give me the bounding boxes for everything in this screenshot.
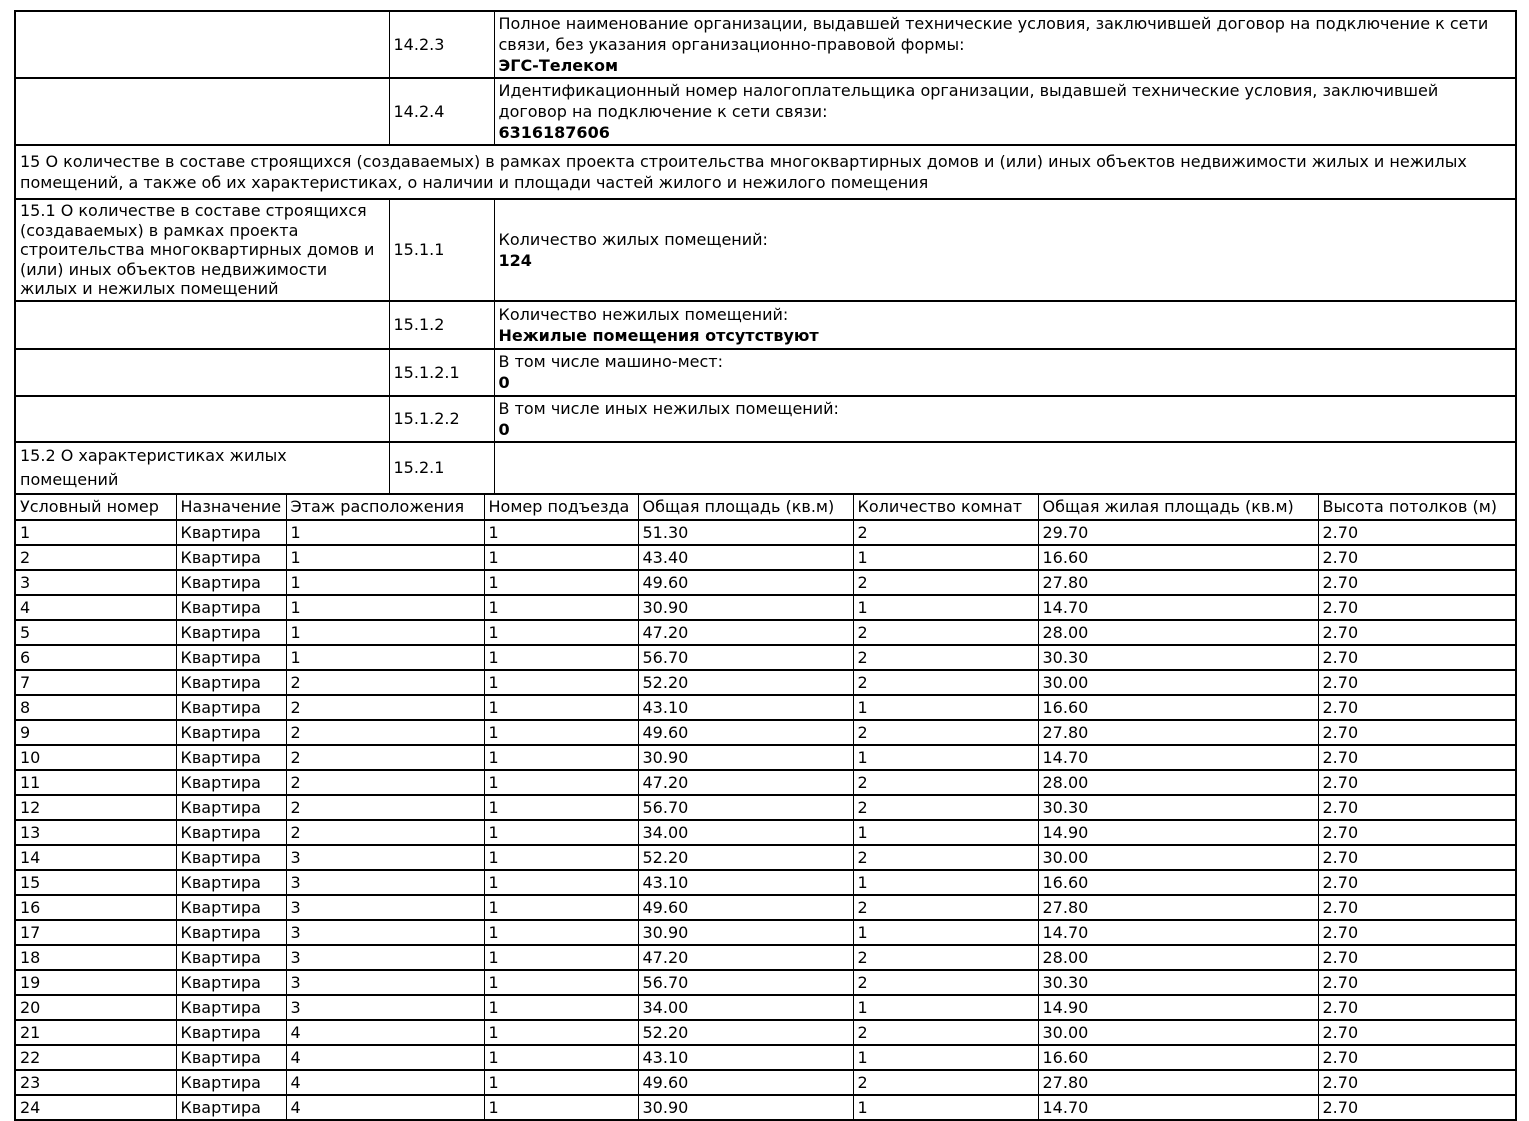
apartment-cell: 24 (15, 1095, 176, 1120)
apartment-cell: 49.60 (638, 570, 853, 595)
column-header: Высота потолков (м) (1318, 494, 1516, 520)
apartment-cell: 52.20 (638, 845, 853, 870)
apartment-cell: 2 (853, 970, 1038, 995)
apartment-cell: 2.70 (1318, 870, 1516, 895)
empty-cell (15, 396, 389, 442)
apartment-row (15, 520, 1516, 545)
apartment-cell: Квартира (176, 795, 286, 820)
apartment-row (15, 795, 1516, 820)
apartment-row (15, 920, 1516, 945)
apartment-cell: 43.10 (638, 870, 853, 895)
apartment-cell: 1 (484, 545, 638, 570)
apartment-cell: 1 (484, 1020, 638, 1045)
apartment-cell: 1 (484, 970, 638, 995)
column-header: Условный номер (15, 494, 176, 520)
apartment-cell: Квартира (176, 920, 286, 945)
apartment-cell: 3 (286, 845, 484, 870)
apartment-cell: 2 (286, 695, 484, 720)
apartment-row (15, 670, 1516, 695)
apartment-cell: 2 (286, 720, 484, 745)
clause-content (494, 199, 1516, 301)
field-label: В том числе машино-мест: (498, 352, 723, 371)
apartment-cell: 16 (15, 895, 176, 920)
apartment-row (15, 545, 1516, 570)
apartment-cell: Квартира (176, 670, 286, 695)
apartment-row (15, 745, 1516, 770)
column-header: Номер подъезда (484, 494, 638, 520)
apartment-cell: Квартира (176, 720, 286, 745)
apartment-cell: 2.70 (1318, 845, 1516, 870)
apartment-cell: 14 (15, 845, 176, 870)
apartment-cell: 8 (15, 695, 176, 720)
apartment-cell: Квартира (176, 770, 286, 795)
apartment-cell: 1 (853, 820, 1038, 845)
apartment-cell: 2.70 (1318, 1095, 1516, 1120)
apartment-cell: 56.70 (638, 795, 853, 820)
apartment-cell: Квартира (176, 970, 286, 995)
empty-cell (15, 78, 389, 145)
apartment-cell: 30.90 (638, 595, 853, 620)
apartment-cell: 34.00 (638, 995, 853, 1020)
apartment-cell: 2.70 (1318, 570, 1516, 595)
apartment-cell: 30.00 (1038, 1020, 1318, 1045)
apartment-cell: Квартира (176, 945, 286, 970)
apartment-cell: 27.80 (1038, 570, 1318, 595)
apartments-body (15, 520, 1516, 1120)
apartment-cell: Квартира (176, 870, 286, 895)
apartment-cell: 28.00 (1038, 770, 1318, 795)
row-15-1 (15, 199, 1516, 301)
apartment-cell: Квартира (176, 745, 286, 770)
apartment-cell: 30.30 (1038, 795, 1318, 820)
apartment-row (15, 820, 1516, 845)
apartment-cell: 16.60 (1038, 545, 1318, 570)
apartment-row (15, 570, 1516, 595)
apartment-cell: 2.70 (1318, 795, 1516, 820)
apartment-cell: 1 (853, 995, 1038, 1020)
apartment-cell: 47.20 (638, 620, 853, 645)
field-value: 0 (498, 419, 510, 439)
row-15-1-2 (15, 301, 1516, 349)
empty-cell (15, 349, 389, 396)
apartment-cell: 2 (853, 895, 1038, 920)
apartment-cell: 30.90 (638, 920, 853, 945)
apartment-cell: 1 (15, 520, 176, 545)
apartment-cell: 4 (286, 1020, 484, 1045)
apartment-cell: 22 (15, 1045, 176, 1070)
column-header: Назначение (176, 494, 286, 520)
apartment-cell: 30.00 (1038, 670, 1318, 695)
project-declaration-document (14, 10, 1515, 1121)
apartment-row (15, 870, 1516, 895)
apartment-cell: 2 (15, 545, 176, 570)
apartment-cell: 1 (286, 570, 484, 595)
apartment-cell: 28.00 (1038, 945, 1318, 970)
clause-number: 15.2.1 (389, 442, 494, 494)
apartment-cell: 2.70 (1318, 720, 1516, 745)
field-label: Идентификационный номер налогоплательщика организации, выдавшей технические условия, заключившей договор на подключение к сети связи: (498, 81, 1439, 121)
apartment-cell: 2.70 (1318, 595, 1516, 620)
apartment-cell: 1 (484, 1095, 638, 1120)
apartment-cell: 2 (853, 1020, 1038, 1045)
apartment-row (15, 895, 1516, 920)
apartment-cell: Квартира (176, 595, 286, 620)
apartment-cell: Квартира (176, 895, 286, 920)
apartment-cell: 1 (484, 945, 638, 970)
apartment-cell: 56.70 (638, 645, 853, 670)
apartment-cell: 1 (484, 520, 638, 545)
apartment-cell: 17 (15, 920, 176, 945)
field-value: 124 (498, 250, 532, 270)
apartment-cell: 3 (286, 995, 484, 1020)
apartment-cell: 1 (286, 645, 484, 670)
apartment-row (15, 1070, 1516, 1095)
apartment-cell: 4 (286, 1045, 484, 1070)
apartment-cell: 1 (484, 720, 638, 745)
row-section-15 (15, 145, 1516, 199)
clause-content (494, 11, 1516, 78)
column-header: Этаж расположения (286, 494, 484, 520)
apartment-cell: Квартира (176, 1070, 286, 1095)
column-header: Общая площадь (кв.м) (638, 494, 853, 520)
apartment-cell: 11 (15, 770, 176, 795)
apartment-cell: 1 (853, 1095, 1038, 1120)
apartment-cell: 3 (15, 570, 176, 595)
apartment-cell: Квартира (176, 820, 286, 845)
apartment-cell: 3 (286, 970, 484, 995)
apartment-cell: 2.70 (1318, 920, 1516, 945)
apartment-cell: 30.90 (638, 745, 853, 770)
apartment-cell: 1 (484, 870, 638, 895)
field-label: В том числе иных нежилых помещений: (498, 398, 839, 418)
apartment-cell: 23 (15, 1070, 176, 1095)
apartment-cell: 2.70 (1318, 995, 1516, 1020)
apartment-cell: 2.70 (1318, 895, 1516, 920)
apartment-cell: 2 (853, 770, 1038, 795)
apartment-cell: 2.70 (1318, 620, 1516, 645)
apartment-cell: 43.40 (638, 545, 853, 570)
apartment-cell: 9 (15, 720, 176, 745)
apartment-row (15, 595, 1516, 620)
apartment-cell: 18 (15, 945, 176, 970)
apartment-cell: 1 (484, 645, 638, 670)
apartment-cell: 30.30 (1038, 645, 1318, 670)
apartment-cell: 15 (15, 870, 176, 895)
apartment-cell: 2.70 (1318, 770, 1516, 795)
apartment-cell: 16.60 (1038, 870, 1318, 895)
section-label: 15.1 О количестве в составе строящихся (создаваемых) в рамках проекта строительства многоквартирных домов и (или) иных объектов недвижимости жилых и нежилых помещений (15, 199, 389, 301)
apartment-cell: 2 (853, 645, 1038, 670)
apartment-cell: 1 (484, 595, 638, 620)
apartment-cell: 1 (484, 845, 638, 870)
apartment-cell: 49.60 (638, 720, 853, 745)
apartment-cell: 27.80 (1038, 1070, 1318, 1095)
empty-cell (494, 442, 1516, 494)
apartment-cell: 2.70 (1318, 645, 1516, 670)
apartment-cell: 4 (15, 595, 176, 620)
apartment-cell: 2.70 (1318, 520, 1516, 545)
apartment-cell: Квартира (176, 845, 286, 870)
apartment-cell: 56.70 (638, 970, 853, 995)
declaration-info-table (14, 10, 1517, 495)
apartment-cell: Квартира (176, 1095, 286, 1120)
apartment-cell: 1 (286, 620, 484, 645)
apartment-cell: 2 (853, 570, 1038, 595)
clause-number: 15.1.1 (389, 199, 494, 301)
row-14-2-4 (15, 78, 1516, 145)
apartment-cell: Квартира (176, 570, 286, 595)
apartment-cell: 16.60 (1038, 695, 1318, 720)
apartment-cell: 21 (15, 1020, 176, 1045)
apartment-cell: 2 (286, 670, 484, 695)
apartments-header-row (15, 494, 1516, 520)
apartment-cell: 34.00 (638, 820, 853, 845)
apartment-cell: 1 (286, 520, 484, 545)
apartment-cell: 3 (286, 945, 484, 970)
apartment-cell: 2 (853, 670, 1038, 695)
apartment-cell: 1 (484, 570, 638, 595)
apartment-cell: 2 (286, 820, 484, 845)
apartment-cell: 1 (853, 745, 1038, 770)
apartment-cell: 16.60 (1038, 1045, 1318, 1070)
apartment-row (15, 995, 1516, 1020)
apartment-cell: 52.20 (638, 1020, 853, 1045)
apartment-row (15, 970, 1516, 995)
apartment-cell: 14.70 (1038, 745, 1318, 770)
column-header: Количество комнат (853, 494, 1038, 520)
row-15-1-2-1 (15, 349, 1516, 396)
apartment-cell: 2 (853, 845, 1038, 870)
apartment-cell: Квартира (176, 695, 286, 720)
apartment-row (15, 845, 1516, 870)
apartment-cell: 49.60 (638, 895, 853, 920)
apartment-cell: 1 (484, 795, 638, 820)
clause-number: 15.1.2.1 (389, 349, 494, 396)
row-15-1-2-2 (15, 396, 1516, 442)
apartment-cell: 49.60 (638, 1070, 853, 1095)
apartment-cell: 30.00 (1038, 845, 1318, 870)
clause-content (494, 78, 1516, 145)
apartment-row (15, 770, 1516, 795)
apartment-cell: 2.70 (1318, 670, 1516, 695)
apartment-cell: 47.20 (638, 945, 853, 970)
apartment-cell: 1 (286, 545, 484, 570)
apartment-cell: 14.70 (1038, 920, 1318, 945)
clause-content (494, 301, 1516, 349)
apartment-cell: Квартира (176, 520, 286, 545)
column-header: Общая жилая площадь (кв.м) (1038, 494, 1318, 520)
apartment-cell: 14.70 (1038, 595, 1318, 620)
apartment-cell: 1 (853, 595, 1038, 620)
apartment-cell: 47.20 (638, 770, 853, 795)
field-label: Количество жилых помещений: (498, 229, 768, 249)
apartments-table (14, 493, 1517, 1121)
apartment-cell: 1 (853, 695, 1038, 720)
apartment-cell: 1 (286, 595, 484, 620)
apartment-cell: 1 (484, 695, 638, 720)
apartment-cell: 5 (15, 620, 176, 645)
apartment-cell: 2 (853, 945, 1038, 970)
apartment-cell: 2 (853, 620, 1038, 645)
apartment-row (15, 720, 1516, 745)
apartment-cell: 4 (286, 1095, 484, 1120)
field-value: Нежилые помещения отсутствуют (498, 325, 819, 345)
apartment-cell: 1 (853, 545, 1038, 570)
apartment-cell: 1 (484, 1070, 638, 1095)
apartment-cell: 30.90 (638, 1095, 853, 1120)
apartment-cell: 2 (286, 770, 484, 795)
apartment-cell: 3 (286, 920, 484, 945)
clause-number: 14.2.3 (389, 11, 494, 78)
apartment-row (15, 695, 1516, 720)
apartment-row (15, 620, 1516, 645)
apartment-cell: Квартира (176, 1045, 286, 1070)
row-15-2 (15, 442, 1516, 494)
apartment-cell: 29.70 (1038, 520, 1318, 545)
empty-cell (15, 301, 389, 349)
apartment-cell: Квартира (176, 620, 286, 645)
clause-number: 15.1.2 (389, 301, 494, 349)
clause-number: 14.2.4 (389, 78, 494, 145)
apartment-cell: 1 (484, 895, 638, 920)
apartment-row (15, 1045, 1516, 1070)
field-label: Полное наименование организации, выдавшей технические условия, заключившей договор на подключение к сети связи, без указания организационно-правовой формы: (498, 14, 1489, 54)
apartment-cell: 3 (286, 870, 484, 895)
apartment-cell: 2.70 (1318, 1045, 1516, 1070)
apartment-cell: 14.90 (1038, 995, 1318, 1020)
empty-cell (15, 11, 389, 78)
apartment-cell: 2.70 (1318, 970, 1516, 995)
apartment-cell: Квартира (176, 1020, 286, 1045)
apartment-cell: Квартира (176, 545, 286, 570)
row-14-2-3 (15, 11, 1516, 78)
apartment-cell: 27.80 (1038, 720, 1318, 745)
apartment-cell: 4 (286, 1070, 484, 1095)
apartment-cell: 2.70 (1318, 545, 1516, 570)
apartment-cell: 10 (15, 745, 176, 770)
apartment-cell: 6 (15, 645, 176, 670)
apartment-cell: 1 (484, 770, 638, 795)
apartment-cell: 30.30 (1038, 970, 1318, 995)
apartment-cell: 2.70 (1318, 1020, 1516, 1045)
apartment-cell: 1 (484, 820, 638, 845)
apartment-cell: 27.80 (1038, 895, 1318, 920)
field-value: 6316187606 (498, 123, 610, 142)
apartment-cell: 13 (15, 820, 176, 845)
clause-content (494, 349, 1516, 396)
apartment-cell: 1 (853, 1045, 1038, 1070)
apartment-cell: 43.10 (638, 695, 853, 720)
apartment-cell: 2 (853, 1070, 1038, 1095)
apartment-cell: 2 (286, 795, 484, 820)
field-label: Количество нежилых помещений: (498, 304, 789, 324)
apartment-row (15, 645, 1516, 670)
apartment-cell: 14.70 (1038, 1095, 1318, 1120)
apartment-cell: 1 (853, 870, 1038, 895)
apartment-cell: Квартира (176, 995, 286, 1020)
apartment-cell: 43.10 (638, 1045, 853, 1070)
section-15-heading: 15 О количестве в составе строящихся (создаваемых) в рамках проекта строительства многоквартирных домов и (или) иных объектов недвижимости жилых и нежилых помещений, а также об их характеристиках, о наличии и площади частей жилого и нежилого помещения (15, 145, 1516, 199)
apartment-cell: 2 (853, 520, 1038, 545)
apartment-cell: Квартира (176, 645, 286, 670)
apartment-row (15, 945, 1516, 970)
apartment-cell: 12 (15, 795, 176, 820)
apartment-cell: 2.70 (1318, 945, 1516, 970)
apartment-cell: 2 (853, 795, 1038, 820)
apartment-cell: 2 (286, 745, 484, 770)
apartment-cell: 1 (484, 745, 638, 770)
apartment-cell: 7 (15, 670, 176, 695)
apartment-cell: 1 (484, 920, 638, 945)
apartment-cell: 51.30 (638, 520, 853, 545)
apartment-cell: 19 (15, 970, 176, 995)
field-value: 0 (498, 373, 510, 392)
field-value: ЭГС-Телеком (498, 56, 619, 75)
apartment-cell: 52.20 (638, 670, 853, 695)
section-label: 15.2 О характеристиках жилых помещений (15, 442, 389, 494)
apartment-cell: 2.70 (1318, 1070, 1516, 1095)
clause-number: 15.1.2.2 (389, 396, 494, 442)
apartment-row (15, 1095, 1516, 1120)
apartment-cell: 1 (853, 920, 1038, 945)
apartment-cell: 1 (484, 670, 638, 695)
apartment-cell: 2.70 (1318, 745, 1516, 770)
apartment-cell: 1 (484, 995, 638, 1020)
apartment-cell: 2 (853, 720, 1038, 745)
apartment-cell: 20 (15, 995, 176, 1020)
apartment-cell: 3 (286, 895, 484, 920)
apartment-cell: 1 (484, 1045, 638, 1070)
apartment-cell: 28.00 (1038, 620, 1318, 645)
apartment-row (15, 1020, 1516, 1045)
apartment-cell: 14.90 (1038, 820, 1318, 845)
apartment-cell: 1 (484, 620, 638, 645)
apartment-cell: 2.70 (1318, 695, 1516, 720)
apartment-cell: 2.70 (1318, 820, 1516, 845)
clause-content (494, 396, 1516, 442)
